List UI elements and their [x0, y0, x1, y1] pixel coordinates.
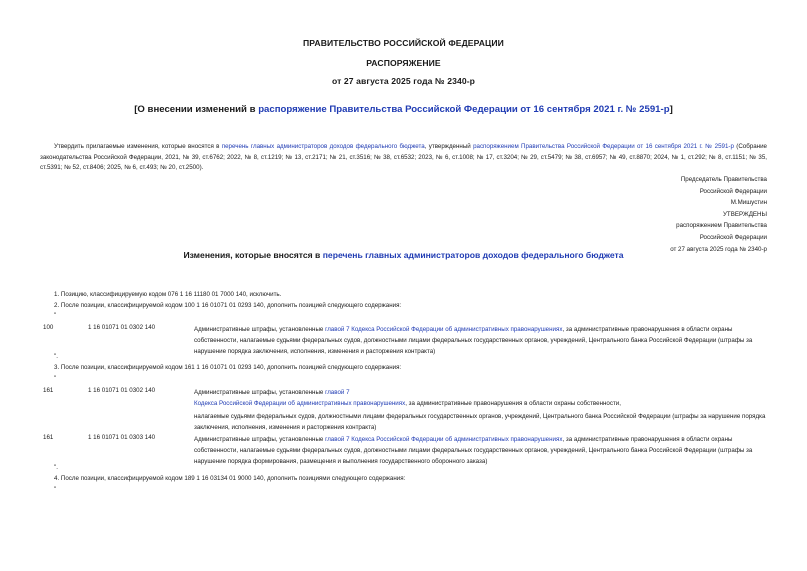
- government-heading: ПРАВИТЕЛЬСТВО РОССИЙСКОЙ ФЕДЕРАЦИИ: [303, 38, 504, 48]
- signature-block: [670, 174, 767, 255]
- quote-mark-open: ": [54, 312, 57, 319]
- description-link[interactable]: главой 7 Кодекса Российской Федерации об административных правонарушениях: [325, 436, 563, 443]
- quote-mark-close: ".: [54, 353, 58, 360]
- document-type: РАСПОРЯЖЕНИЕ: [366, 58, 441, 68]
- list-item: 3. После позиции, классифицируемой кодом 161 1 16 01071 01 0293 140, дополнить позицией следующего содержания:: [54, 364, 402, 371]
- position-code: 100: [43, 324, 54, 331]
- signature-line: М.Мишустин: [730, 199, 767, 207]
- list-item: 2. После позиции, классифицируемой кодом 100 1 16 01071 01 0293 140, дополнить позицией следующего содержания:: [54, 302, 402, 309]
- position-description: [194, 387, 767, 433]
- signature-line: Российской Федерации: [699, 187, 767, 195]
- position-description: [194, 434, 767, 467]
- signature-line: УТВЕРЖДЕНЫ: [723, 210, 767, 218]
- position-kbk: 1 16 01071 01 0302 140: [88, 324, 156, 331]
- changes-title-link[interactable]: перечень главных администраторов доходов федерального бюджета: [322, 250, 624, 260]
- document-date-number: от 27 августа 2025 года № 2340-р: [331, 76, 476, 86]
- intro-link-order[interactable]: распоряжением Правительства Российской Федерации от 16 сентября 2021 г. № 2591-р: [473, 143, 734, 150]
- description-link[interactable]: главой 7: [325, 389, 350, 396]
- quote-mark-open: ": [54, 486, 57, 493]
- signature-line: от 27 августа 2025 года № 2340-р: [670, 245, 767, 253]
- position-code: 161: [43, 434, 54, 441]
- description-text: , за административные правонарушения в области охраны собственности, налагаемые судьями федеральных судов, должностными лицами федеральных государственных органов, учреждений, Центрального банка Российской Федерации (штрафы за нарушение порядка формирования, размещения и выполнения государственного оборонного заказа): [194, 436, 753, 465]
- signature-line: Председатель Правительства: [680, 176, 767, 183]
- signature-line: Российской Федерации: [699, 233, 767, 241]
- intro-text-2: , утвержденный: [424, 143, 474, 150]
- title-close: ]: [669, 104, 673, 115]
- description-link[interactable]: главой 7 Кодекса Российской Федерации об административных правонарушениях: [325, 326, 563, 333]
- title-open: [О внесении изменений в: [134, 104, 259, 115]
- description-text: налагаемые судьями федеральных судов, должностными лицами федеральных государственных органов, учреждений, Центрального банка Российской Федерации (штрафы за нарушение порядка заключения, исполнения, изменения и расторжения контракта): [194, 413, 766, 431]
- position-kbk: 1 16 01071 01 0303 140: [88, 434, 156, 441]
- list-item: 1. Позицию, классифицируемую кодом 076 1 16 11180 01 7000 140, исключить.: [54, 291, 282, 298]
- signature-line: распоряжением Правительства: [676, 222, 767, 230]
- quote-mark-open: ": [54, 375, 57, 382]
- list-item: 4. После позиции, классифицируемой кодом 189 1 16 03134 01 9000 140, дополнить позициями следующего содержания:: [54, 475, 406, 482]
- changes-title: [0, 250, 807, 260]
- intro-link-list[interactable]: перечень главных администраторов доходов федерального бюджета: [221, 143, 425, 150]
- document-title: [0, 104, 807, 115]
- quote-mark-close: ".: [54, 464, 58, 471]
- intro-text-1: Утвердить прилагаемые изменения, которые вносятся в: [54, 143, 222, 150]
- description-text: Административные штрафы, установленные: [194, 436, 326, 443]
- description-text: , за административные правонарушения в области охраны собственности, налагаемые судьями федеральных судов, должностными лицами федеральных государственных органов, учреждений, Центрального банка Российской Федерации (штрафы за нарушение порядка заключения, исполнения, изменения и расторжения контракта): [194, 326, 753, 355]
- position-kbk: 1 16 01071 01 0302 140: [88, 387, 156, 394]
- description-text: , за административные правонарушения в области охраны собственности,: [405, 400, 621, 407]
- title-link[interactable]: распоряжение Правительства Российской Федерации от 16 сентября 2021 г. № 2591-р: [258, 104, 670, 115]
- changes-title-text: Изменения, которые вносятся в: [183, 250, 323, 260]
- position-description: [194, 324, 767, 357]
- description-link[interactable]: Кодекса Российской Федерации об административных правонарушениях: [194, 400, 406, 407]
- description-text: Административные штрафы, установленные: [194, 389, 326, 396]
- position-code: 161: [43, 387, 54, 394]
- description-text: Административные штрафы, установленные: [194, 326, 326, 333]
- intro-text-3: (Собрание законодательства Российской Федерации, 2021, № 39, ст.6762; 2022, № 8, ст.1219; № 13, ст.2171; № 21, ст.3516; № 38, ст.6532; 2023, № 6, ст.1008; № 17, ст.3204; № 29, ст.5479; № 38, ст.6957; № 49, ст.8870; 2024, № 1, ст.292; № 8, ст.1151; № 35, ст.5391; № 52, ст.8406; 2025, № 6, ст.493; № 20, ст.2500).: [40, 143, 767, 172]
- intro-paragraph: [40, 142, 767, 174]
